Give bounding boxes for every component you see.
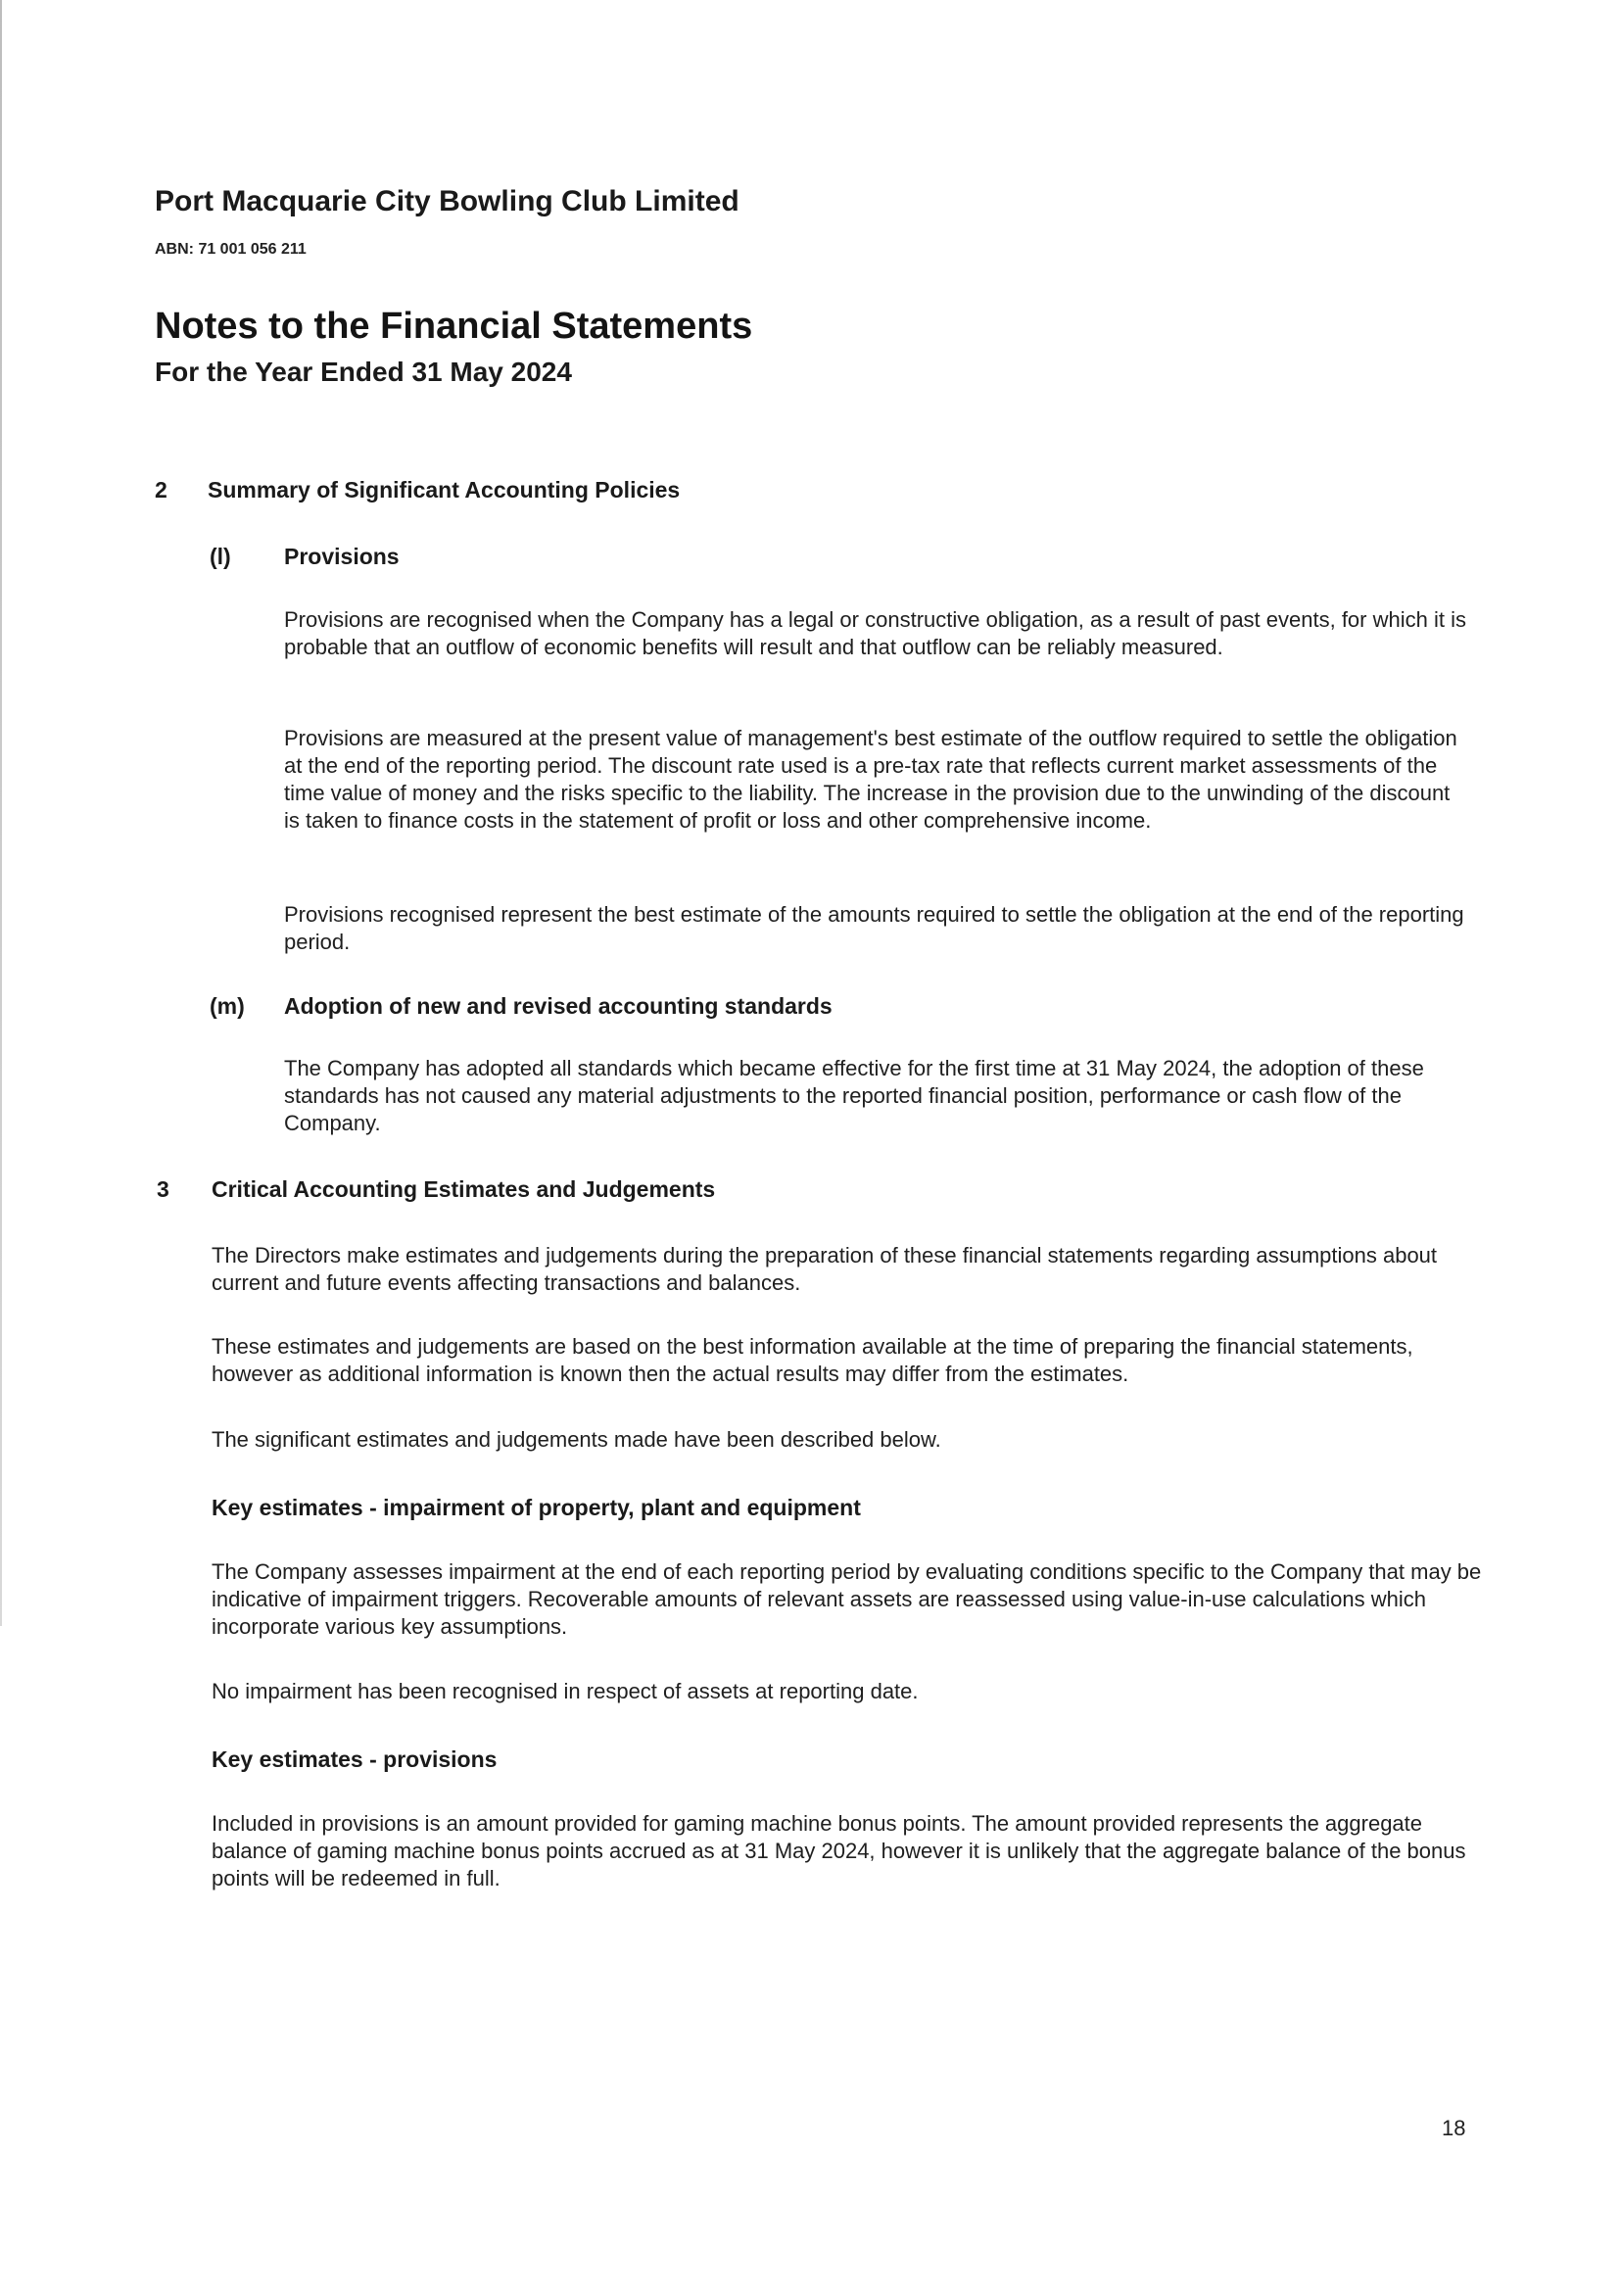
- section-2-title: Summary of Significant Accounting Policies: [208, 477, 681, 502]
- key-estimate-impairment-title: Key estimates - impairment of property, plant and equipment: [212, 1495, 861, 1520]
- company-name: Port Macquarie City Bowling Club Limited: [155, 185, 739, 217]
- impairment-paragraph-1: The Company assesses impairment at the end of each reporting period by evaluating conditions specific to the Company that may be indicative of impairment triggers. Recoverable amounts of relevant assets are reassessed using value-in-use calculations which incorporate various key assumptions.: [212, 1559, 1482, 1639]
- subsection-m-title: Adoption of new and revised accounting standards: [284, 993, 833, 1019]
- provisions-paragraph-1: Provisions are recognised when the Company has a legal or constructive obligation, as a result of past events, for which it is probable that an outflow of economic benefits will result and that outflow can be reliably measured.: [284, 607, 1466, 659]
- bonus-points-paragraph: Included in provisions is an amount provided for gaming machine bonus points. The amount provided represents the aggregate balance of gaming machine bonus points accrued as at 31 May 2024, however it is unlikely that the aggregate balance of the bonus points will be redeemed in full.: [212, 1811, 1466, 1890]
- adoption-paragraph: The Company has adopted all standards which became effective for the first time at 31 May 2024, the adoption of these standards has not caused any material adjustments to the reported financial position, performance or cash flow of the Company.: [284, 1056, 1424, 1135]
- document-title: Notes to the Financial Statements: [155, 306, 753, 347]
- section-3-title: Critical Accounting Estimates and Judgements: [212, 1176, 716, 1202]
- provisions-paragraph-2: Provisions are measured at the present value of management's best estimate of the outflow required to settle the obligation at the end of the reporting period. The discount rate used is a pre-tax rate that reflects current market assessments of the time value of money and the risks specific to the liability. The increase in the provision due to the unwinding of the discount is taken to finance costs in the statement of profit or loss and other comprehensive income.: [284, 726, 1457, 833]
- scan-edge-line: [0, 0, 2, 1626]
- abn-number: ABN: 71 001 056 211: [155, 241, 307, 258]
- subsection-l-letter: (l): [210, 544, 231, 569]
- key-estimate-provisions-title: Key estimates - provisions: [212, 1746, 498, 1772]
- page-number: 18: [1442, 2116, 1466, 2140]
- subsection-l-title: Provisions: [284, 544, 400, 569]
- estimates-paragraph-3: The significant estimates and judgements made have been described below.: [212, 1427, 941, 1452]
- estimates-paragraph-2: These estimates and judgements are based on the best information available at the time of preparing the financial statements, however as additional information is known then the actual results may differ from the estimates.: [212, 1334, 1413, 1386]
- impairment-paragraph-2: No impairment has been recognised in respect of assets at reporting date.: [212, 1679, 919, 1703]
- section-2-number: 2: [155, 477, 167, 502]
- estimates-paragraph-1: The Directors make estimates and judgements during the preparation of these financial statements regarding assumptions about current and future events affecting transactions and balances.: [212, 1243, 1438, 1295]
- provisions-paragraph-3: Provisions recognised represent the best estimate of the amounts required to settle the obligation at the end of the reporting period.: [284, 902, 1464, 954]
- document-subtitle: For the Year Ended 31 May 2024: [155, 357, 572, 387]
- section-3-number: 3: [157, 1176, 169, 1202]
- subsection-m-letter: (m): [210, 993, 245, 1019]
